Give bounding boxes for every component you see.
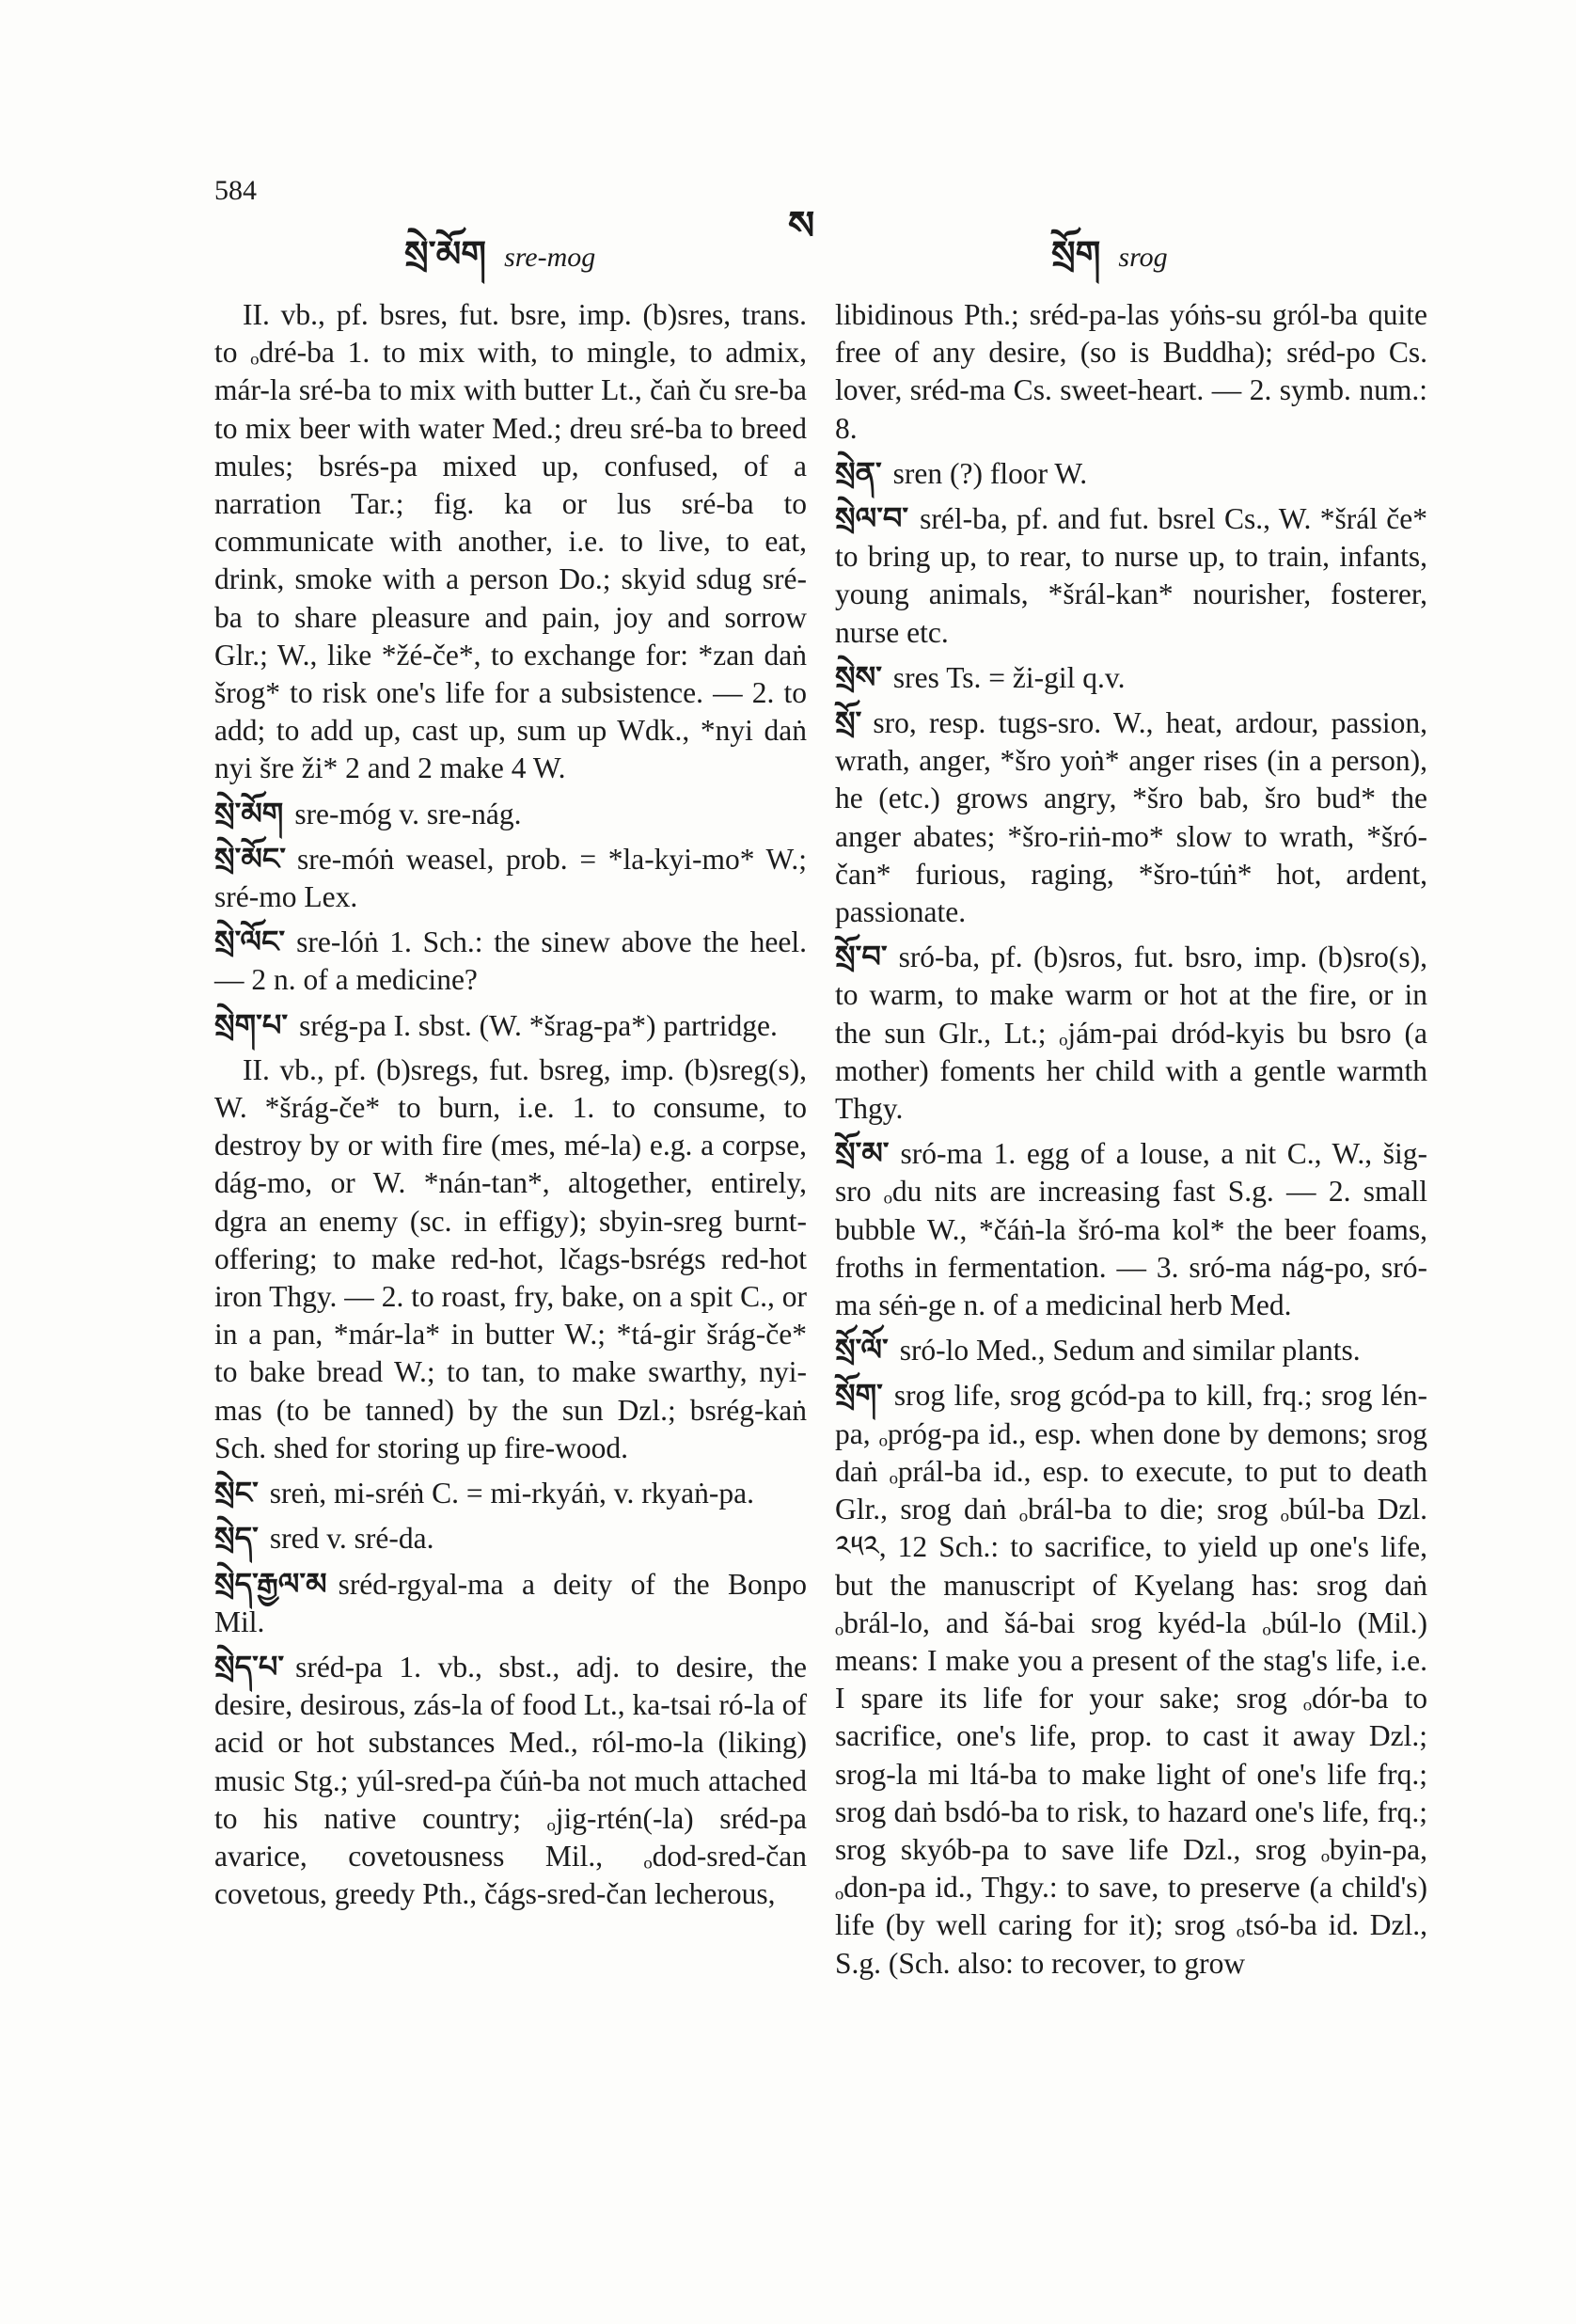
page-number: 584 (214, 175, 257, 206)
dictionary-entry: སྲེག་པ་ srég-pa I. sbst. (W. *šrag-pa*) partridge. (214, 1006, 778, 1043)
dictionary-entry: libidinous Pth.; sréd-pa-las yóṅs-su gról-ba quite free of any desire, (so is Buddha); sréd-po Cs. lover, sréd-ma Cs. sweet-heart. — 2. symb. num.: 8. (835, 298, 1427, 445)
right-running-head-transliteration: srog (1118, 242, 1168, 273)
left-running-head-transliteration: sre-mog (504, 242, 596, 273)
dictionary-entry: II. vb., pf. (b)sregs, fut. bsreg, imp. (b)sreg(s), W. *šrág-če* to burn, i.e. 1. to consume, to destroy by or with fire (mes, mé-la) e.g. a corpse, dág-mo, or W. *nán-tan*, altogether, entirely, dgra an enemy (sc. in effigy); sbyin-sreg burnt-offering; to make red-hot, lčags-bsrégs red-hot iron Thgy. — 2. to roast, fry, bake, on a spit C., or in a pan, *már-la* in butter W.; *tá-gir šrág-če* to bake bread W.; to tan, to make swarthy, nyi-mas (to be tanned) by the sun Dzl.; bsrég-kaṅ Sch. shed for storing up fire-wood. (214, 1052, 807, 1464)
section-letter: ས (788, 202, 815, 248)
tibetan-headword: སྲེ་མོང་ (214, 840, 286, 877)
tibetan-headword: སྲེ་མོག (214, 795, 284, 831)
left-running-head-tibetan: སྲེ་མོག (404, 233, 487, 275)
tibetan-headword: སྲེང་ (214, 1475, 259, 1511)
dictionary-entry: II. vb., pf. bsres, fut. bsre, imp. (b)sres, trans. to ₒdré-ba 1. to mix with, to mingle, to admix, már-la sré-ba to mix with butter Lt., čaṅ ču sre-ba to mix beer with water Med.; dreu sré-ba to breed mules; bsrés-pa mixed up, confused, of a narration Tar.; fig. ka or lus sré-ba to communicate with another, i.e. to live, to eat, drink, smoke with a person Do.; skyid sdug sré-ba to share pleasure and pain, joy and sorrow Glr.; W., like *žé-če*, to exchange for: *zan daṅ šrog* to risk one's life for a subsistence. — 2. to add; to add up, cast up, sum up Wdk., *nyi daṅ nyi šre ži* 2 and 2 make 4 W. (214, 298, 807, 785)
dictionary-entry: སྲོག་ srog life, srog gcód-pa to kill, frq.; srog lén-pa, ₒpróg-pa id., esp. when done by demons; srog daṅ ₒprál-ba id., esp. to execute, to put to death Glr., srog daṅ ₒbrál-ba to die; srog ₒbúl-ba Dzl. ༢༥༢, 12 Sch.: to sacrifice, to yield up one's life, but the manuscript of Kyelang has: srog daṅ ₒbrál-lo, and šá-bai srog kyéd-la ₒbúl-lo (Mil.) means: I make you a present of the stag's life, i.e. I spare its life for your sake; srog ₒdór-ba to sacrifice, one's life, prop. to cast it away Dzl.; srog-la mi ltá-ba to make light of one's life frq.; srog daṅ bsdó-ba to risk, to hazard one's life, frq.; srog skyób-pa to save life Dzl., srog ₒbyin-pa, ₒdon-pa id., Thgy.: to save, to preserve (a child's) life (by well caring for it); srog ₒtsó-ba id. Dzl., S.g. (Sch. also: to recover, to grow (835, 1377, 1427, 1980)
dictionary-entry: སྲེལ་བ་ srél-ba, pf. and fut. bsrel Cs., W. *šrál če* to bring up, to rear, to nurse up, to train, infants, young animals, *šrál-kan* nourisher, fosterer, nurse etc. (835, 500, 1427, 649)
dictionary-entry: སྲེ་མོག sre-móg v. sre-nág. (214, 795, 522, 831)
dictionary-entry: སྲེད་ sred v. sré-da. (214, 1520, 434, 1557)
dictionary-entry: སྲོ་ sro, resp. tugs-sro. W., heat, ardour, passion, wrath, anger, *šro yoṅ* anger rises (in a person), he (etc.) grows angry, *šro bab, šro bud* the anger abates; *šro-riṅ-mo* slow to wrath, *šró-čan* furious, raging, *šro-túṅ* hot, ardent, passionate. (835, 704, 1427, 929)
tibetan-headword: སྲེལ་བ་ (835, 500, 909, 537)
tibetan-headword: སྲེད་ (214, 1520, 259, 1557)
dictionary-entry: སྲེན་ sren (?) floor W. (835, 454, 1088, 491)
right-running-head-tibetan: སྲོག (1051, 233, 1101, 275)
tibetan-headword: སྲེ་ལོང་ (214, 924, 286, 960)
dictionary-entry: སྲེ་ལོང་ sre-lóṅ 1. Sch.: the sinew above the heel. — 2 n. of a medicine? (214, 924, 807, 997)
tibetan-headword: སྲོག་ (835, 1377, 883, 1414)
dictionary-entry: སྲོ་བ་ sró-ba, pf. (b)sros, fut. bsro, imp. (b)sro(s), to warm, to make warm or hot at the fire, or in the sun Glr., Lt.; ₒjám-pai dród-kyis bu bsro (a mother) foments her child with a gentle warmth Thgy. (835, 939, 1427, 1126)
tibetan-headword: སྲེག་པ་ (214, 1006, 289, 1043)
dictionary-entry: སྲེད་པ་ sréd-pa 1. vb., sbst., adj. to desire, the desire, desirous, zás-la of food Lt., ka-tsai ró-la of acid or hot substances Med., ról-mo-la (liking) music Stg.; yúl-sred-pa čúṅ-ba not much attached to his native country; ₒjig-rtén(-la) sréd-pa avarice, covetousness Mil., ₒdod-sred-čan covetous, greedy Pth., čágs-sred-čan lecherous, (214, 1648, 807, 1911)
tibetan-headword: སྲོ་ (835, 704, 862, 741)
dictionary-entry: སྲེང་ sreṅ, mi-sréṅ C. = mi-rkyáṅ, v. rkyaṅ-pa. (214, 1475, 755, 1511)
tibetan-headword: སྲོ་མ་ (835, 1135, 890, 1172)
tibetan-headword: སྲོ་ལོ་ (835, 1332, 889, 1368)
left-column (214, 296, 807, 1920)
dictionary-entry: སྲོ་ལོ་ sró-lo Med., Sedum and similar plants. (835, 1332, 1361, 1368)
tibetan-headword: སྲེད་རྒྱལ་མ (214, 1565, 327, 1602)
right-column (835, 296, 1427, 1989)
dictionary-entry: སྲེ་མོང་ sre-móṅ weasel, prob. = *la-kyi-mo* W.; sré-mo Lex. (214, 840, 807, 914)
tibetan-headword: སྲོ་བ་ (835, 939, 888, 975)
dictionary-entry: སྲེས་ sres Ts. = ži-gil q.v. (835, 658, 1126, 695)
tibetan-headword: སྲེད་པ་ (214, 1648, 285, 1684)
dictionary-entry: སྲོ་མ་ sró-ma 1. egg of a louse, a nit C., W., šig-sro ₒdu nits are increasing fast S.g. — 2. small bubble W., *čáṅ-la šró-ma kol* the beer foams, froths in fermentation. — 3. sró-ma nág-po, sró-ma séṅ-ge n. of a medicinal herb Med. (835, 1135, 1427, 1322)
dictionary-entry: སྲེད་རྒྱལ་མ sréd-rgyal-ma a deity of the Bonpo Mil. (214, 1565, 807, 1638)
tibetan-headword: སྲེས་ (835, 658, 882, 695)
tibetan-headword: སྲེན་ (835, 454, 882, 491)
running-header (0, 0, 1576, 275)
